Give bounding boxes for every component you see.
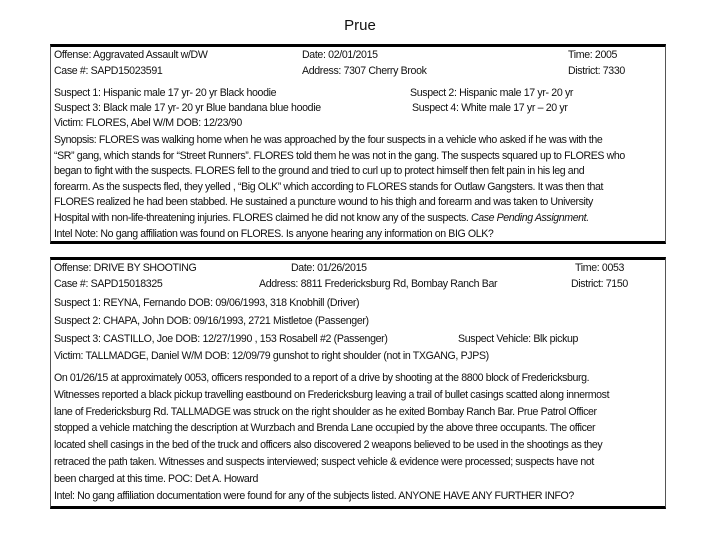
case-number: Case #: SAPD15018325 — [54, 278, 163, 290]
district: District: 7330 — [568, 65, 625, 77]
suspect-3: Suspect 3: CASTILLO, Joe DOB: 12/27/1990 , 153 Rosabell #2 (Passenger) — [54, 333, 388, 345]
narrative-line: lane of Fredericksburg Rd. TALLMADGE was struck on the right shoulder as he exited Bombay Ranch Bar. Prue Patrol Officer — [54, 405, 597, 418]
narrative-line: On 01/26/15 at approximately 0053, officers responded to a report of a drive by shooting at the 8800 block of Fredericksburg. — [54, 372, 590, 384]
synopsis-line: Synopsis: FLORES was walking home when he was approached by the four suspects in a vehicle who asked if he was with the — [54, 134, 603, 146]
date: Date: 01/26/2015 — [291, 262, 367, 274]
narrative — [54, 370, 666, 504]
time: Time: 0053 — [575, 262, 625, 274]
district: District: 7150 — [571, 278, 628, 290]
suspect-vehicle: Suspect Vehicle: Blk pickup — [458, 333, 579, 345]
case-number: Case #: SAPD15023591 — [54, 65, 163, 77]
suspect-1: Suspect 1: Hispanic male 17 yr- 20 yr Black hoodie — [54, 87, 277, 99]
suspect-1: Suspect 1: REYNA, Fernando DOB: 09/06/1993, 318 Knobhill (Driver) — [54, 297, 360, 309]
address: Address: 7307 Cherry Brook — [302, 65, 427, 77]
date: Date: 02/01/2015 — [302, 49, 378, 61]
victim: Victim: TALLMADGE, Daniel W/M DOB: 12/09/79 gunshot to right shoulder (not in TXGANG, PJPS) — [54, 350, 489, 362]
suspect-2: Suspect 2: CHAPA, John DOB: 09/16/1993, 2721 Mistletoe (Passenger) — [54, 315, 369, 327]
victim: Victim: FLORES, Abel W/M DOB: 12/23/90 — [54, 117, 242, 129]
time: Time: 2005 — [568, 49, 618, 61]
incident-report-drive-by-shooting — [50, 257, 666, 509]
incident-report-aggravated-assault — [50, 44, 666, 244]
case-status: Case Pending Assignment. — [470, 211, 589, 224]
narrative-line: retraced the path taken. Witnesses and suspects interviewed; suspect vehicle & evidence were processed; suspects have not — [54, 455, 594, 468]
suspect-2: Suspect 2: Hispanic male 17 yr- 20 yr — [410, 87, 574, 99]
page-title: Prue — [344, 17, 376, 34]
synopsis-line: began to fight with the suspects. FLORES fell to the ground and tried to curl up to protect himself then felt pain in his leg and — [54, 165, 585, 178]
synopsis-line: “SR” gang, which stands for “Street Runners”. FLORES told them he was not in the gang. The suspects squared up to FLORES who — [54, 149, 625, 162]
offense: Offense: Aggravated Assault w/DW — [54, 49, 208, 61]
narrative-line: Witnesses reported a black pickup travelling eastbound on Fredericksburg leaving a trail of bullet casings scatted along innermost — [54, 388, 610, 401]
suspect-3: Suspect 3: Black male 17 yr- 20 yr Blue bandana blue hoodie — [54, 102, 321, 114]
synopsis-text: Hospital with non-life-threatening injuries. FLORES claimed he did not know any of the suspects. — [54, 211, 469, 224]
intel-note: Intel Note: No gang affiliation was found on FLORES. Is anyone hearing any information on BIG OLK? — [54, 227, 494, 240]
narrative-line: located shell casings in the bed of the truck and officers also discovered 2 weapons believed to be used in the shootings as they — [54, 439, 603, 452]
narrative-line: stopped a vehicle matching the description at Wurzbach and Brenda Lane occupied by the above three occupants. The officer — [54, 422, 596, 435]
offense: Offense: DRIVE BY SHOOTING — [54, 262, 197, 274]
synopsis — [54, 133, 666, 242]
narrative-line: been charged at this time. POC: Det A. Howard — [54, 472, 258, 485]
intel-note: Intel: No gang affiliation documentation were found for any of the subjects listed. ANYONE HAVE ANY FURTHER INFO? — [54, 489, 574, 502]
synopsis-line — [54, 211, 666, 227]
address: Address: 8811 Fredericksburg Rd, Bombay Ranch Bar — [259, 278, 498, 290]
suspect-4: Suspect 4: White male 17 yr – 20 yr — [412, 102, 568, 114]
synopsis-line: forearm. As the suspects fled, they yelled , “Big OLK” which according to FLORES stands for Outlaw Gangsters. It was then that — [54, 180, 604, 193]
synopsis-line: FLORES realized he had been stabbed. He sustained a puncture wound to his thigh and forearm and was taken to University — [54, 196, 593, 209]
